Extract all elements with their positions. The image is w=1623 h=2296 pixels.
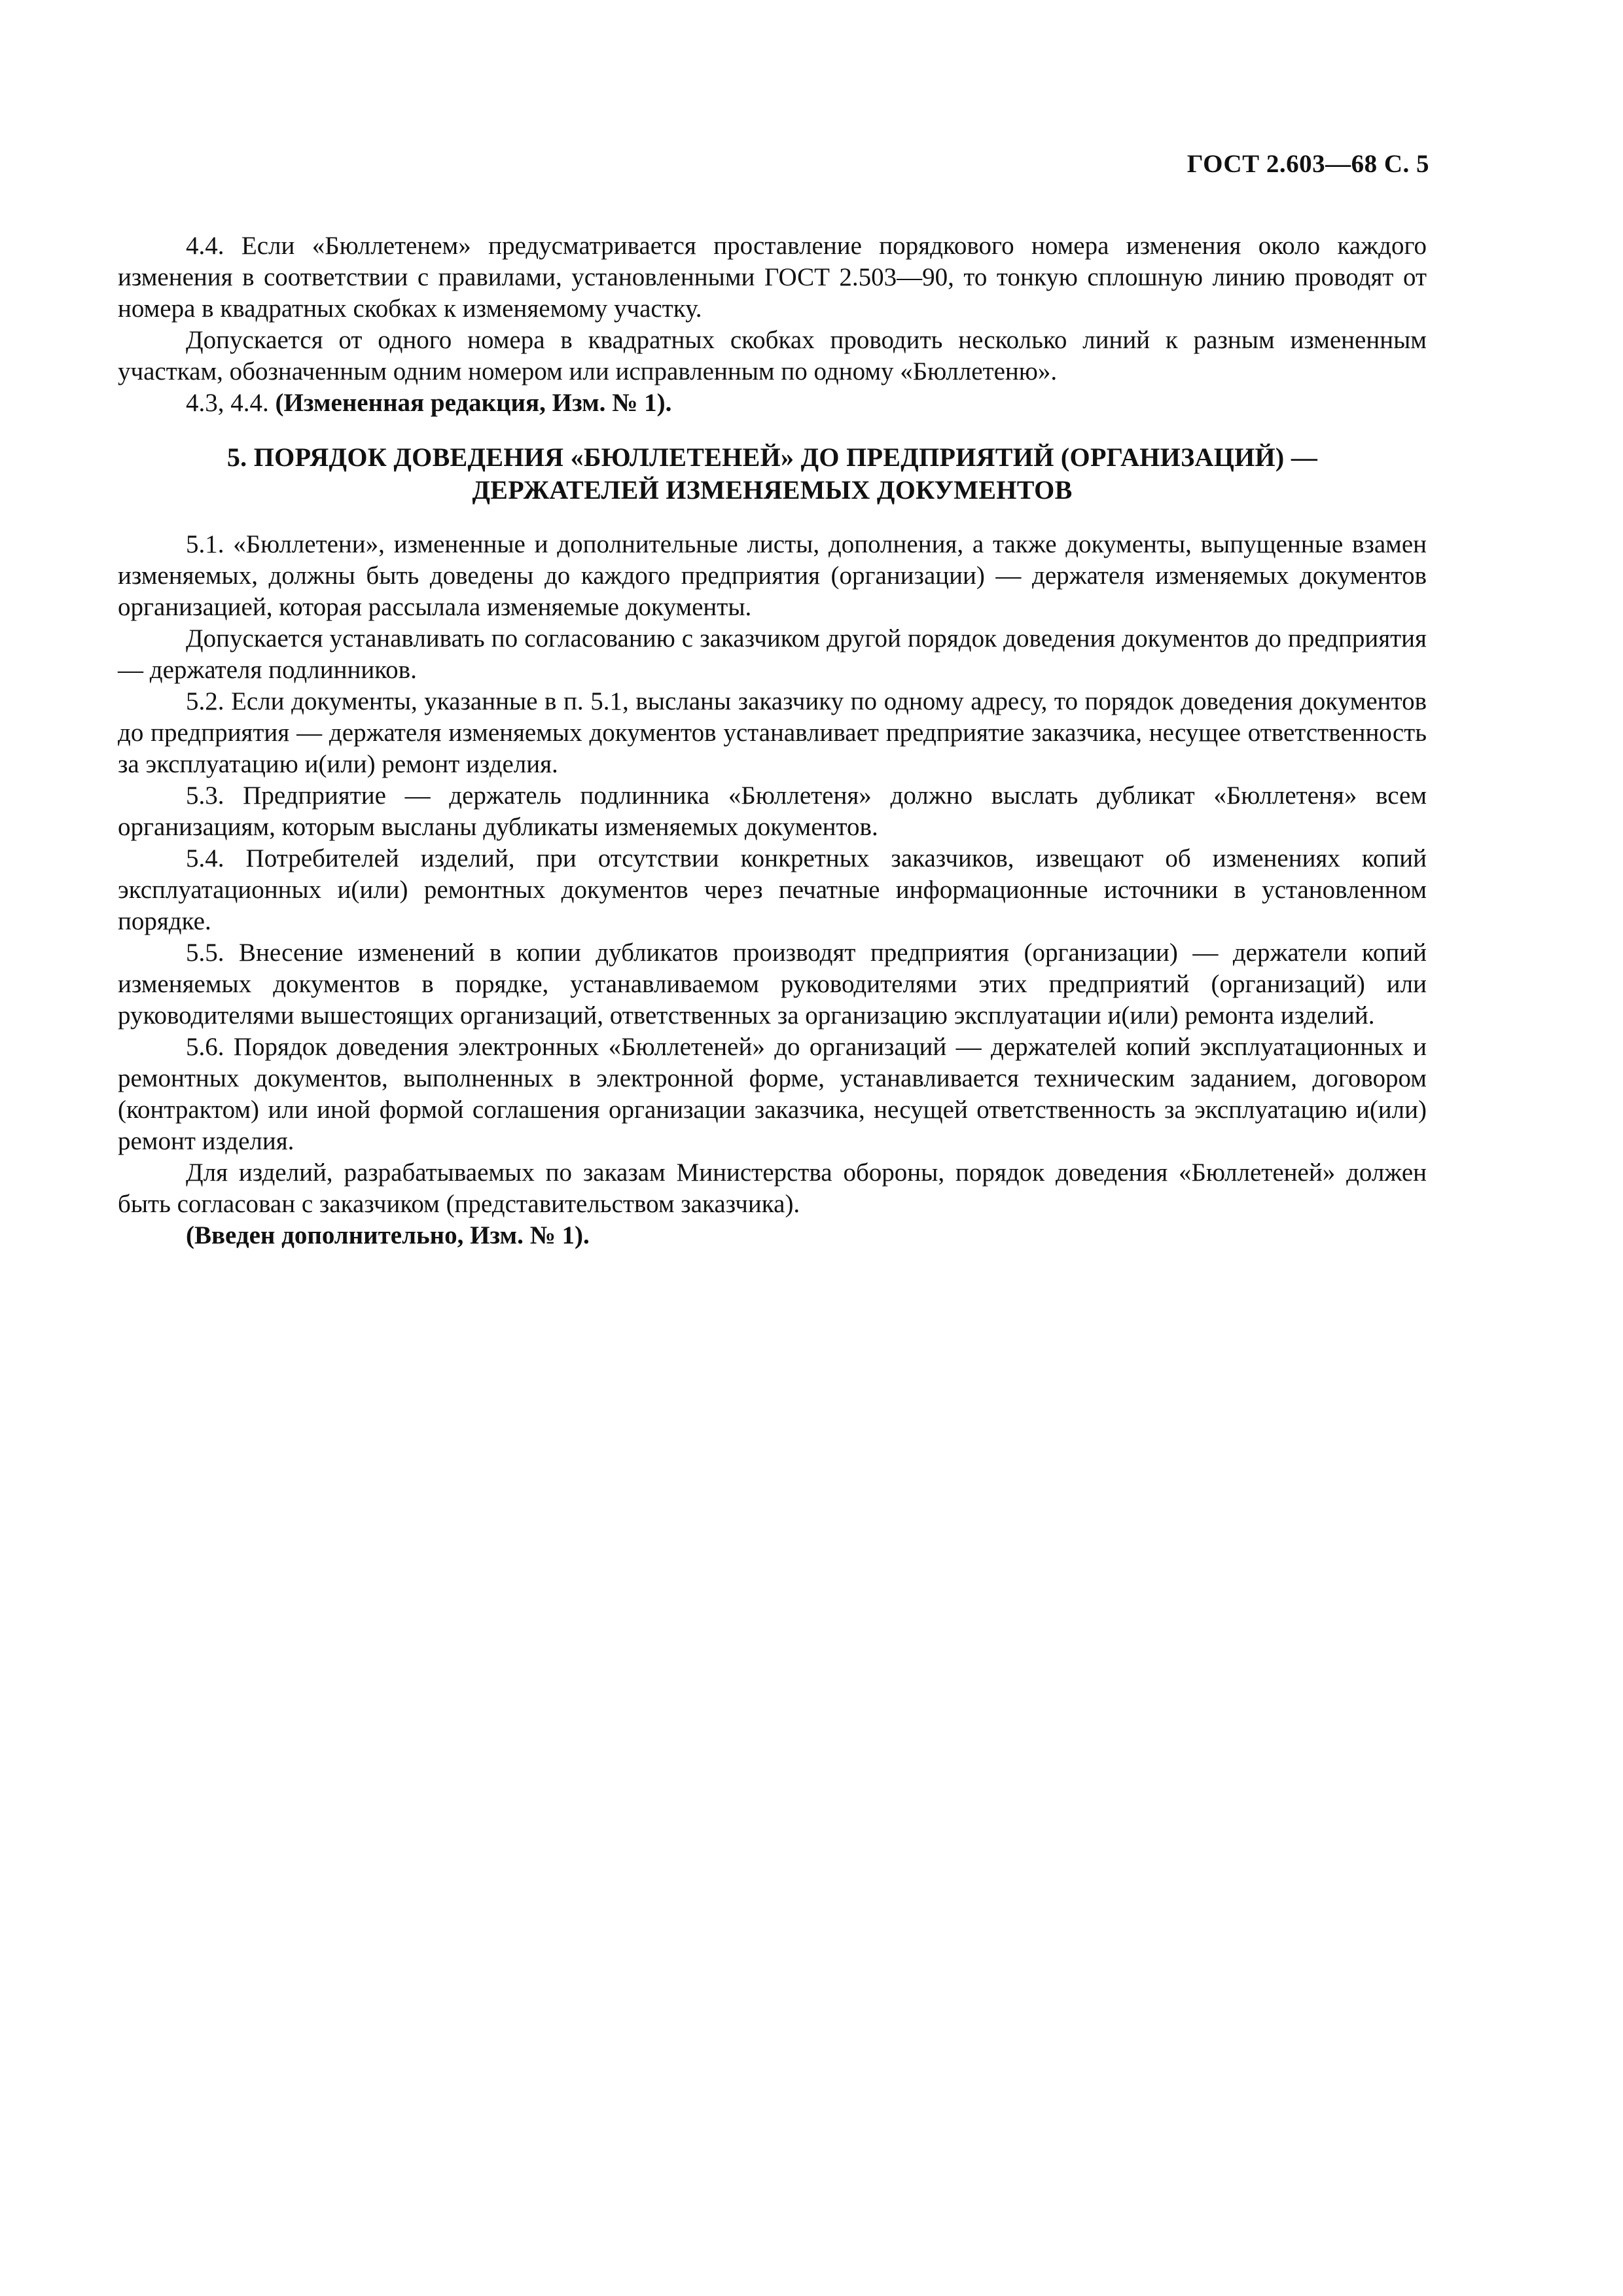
section-5-title-line2: ДЕРЖАТЕЛЕЙ ИЗМЕНЯЕМЫХ ДОКУМЕНТОВ bbox=[472, 475, 1073, 505]
paragraph-4-4-note: Допускается от одного номера в квадратных скобках проводить несколько линий к разным измененным участкам, обозначенным одним номером или исправленным по одному «Бюллетеню». bbox=[118, 326, 1427, 386]
closing-amendment-note bbox=[118, 1220, 1427, 1251]
paragraph-amendment-note bbox=[118, 387, 1427, 419]
paragraph-5-5: 5.5. Внесение изменений в копии дубликатов производят предприятия (организации) — держатели копий изменяемых документов в порядке, устанавливаемом руководителями этих предприятий (организаций) или руководителями вышестоящих организаций, ответственных за организацию эксплуатации и(или) ремонта изделий. bbox=[118, 939, 1427, 1030]
amendment-bold: (Измененная редакция, Изм. № 1). bbox=[275, 389, 672, 417]
amendment-prefix: 4.3, 4.4. bbox=[186, 389, 276, 417]
paragraph-5-6: 5.6. Порядок доведения электронных «Бюллетеней» до организаций — держателей копий эксплуатационных и ремонтных документов, выполненных в электронной форме, устанавливается техническим заданием, договором (контрактом) или иной формой соглашения организации заказчика, несущей ответственность за эксплуатацию и(или) ремонт изделия. bbox=[118, 1033, 1427, 1155]
paragraph-5-4: 5.4. Потребителей изделий, при отсутствии конкретных заказчиков, извещают об изменениях копий эксплуатационных и(или) ремонтных документов через печатные информационные источники в установленном порядке. bbox=[118, 844, 1427, 935]
closing-amendment-bold: (Введен дополнительно, Изм. № 1). bbox=[186, 1221, 590, 1249]
paragraph-5-1-note: Допускается устанавливать по согласованию с заказчиком другой порядок доведения документов до предприятия — держателя подлинников. bbox=[118, 624, 1427, 684]
paragraph-5-2: 5.2. Если документы, указанные в п. 5.1, высланы заказчику по одному адресу, то порядок доведения документов до предприятия — держателя изменяемых документов устанавливает предприятие заказчика, несущее ответственность за эксплуатацию и(или) ремонт изделия. bbox=[118, 687, 1427, 778]
section-5-title bbox=[118, 441, 1427, 507]
paragraph-5-3: 5.3. Предприятие — держатель подлинника «Бюллетеня» должно выслать дубликат «Бюллетеня» всем организациям, которым высланы дубликаты изменяемых документов. bbox=[118, 781, 1427, 841]
page-content bbox=[118, 230, 1427, 1251]
paragraph-4-4: 4.4. Если «Бюллетенем» предусматривается проставление порядкового номера изменения около каждого изменения в соответствии с правилами, установленными ГОСТ 2.503—90, то тонкую сплошную линию проводят от номера в квадратных скобках к изменяемому участку. bbox=[118, 232, 1427, 323]
section-5-title-line1: 5. ПОРЯДОК ДОВЕДЕНИЯ «БЮЛЛЕТЕНЕЙ» ДО ПРЕДПРИЯТИЙ (ОРГАНИЗАЦИЙ) — bbox=[226, 442, 1318, 472]
paragraph-5-6-note: Для изделий, разрабатываемых по заказам Министерства обороны, порядок доведения «Бюллетеней» должен быть согласован с заказчиком (представительством заказчика). bbox=[118, 1158, 1427, 1218]
page-header: ГОСТ 2.603—68 С. 5 bbox=[1186, 150, 1429, 178]
paragraph-5-1: 5.1. «Бюллетени», измененные и дополнительные листы, дополнения, а также документы, выпущенные взамен изменяемых, должны быть доведены до каждого предприятия (организации) — держателя изменяемых документов организацией, которая рассылала изменяемые документы. bbox=[118, 530, 1427, 621]
